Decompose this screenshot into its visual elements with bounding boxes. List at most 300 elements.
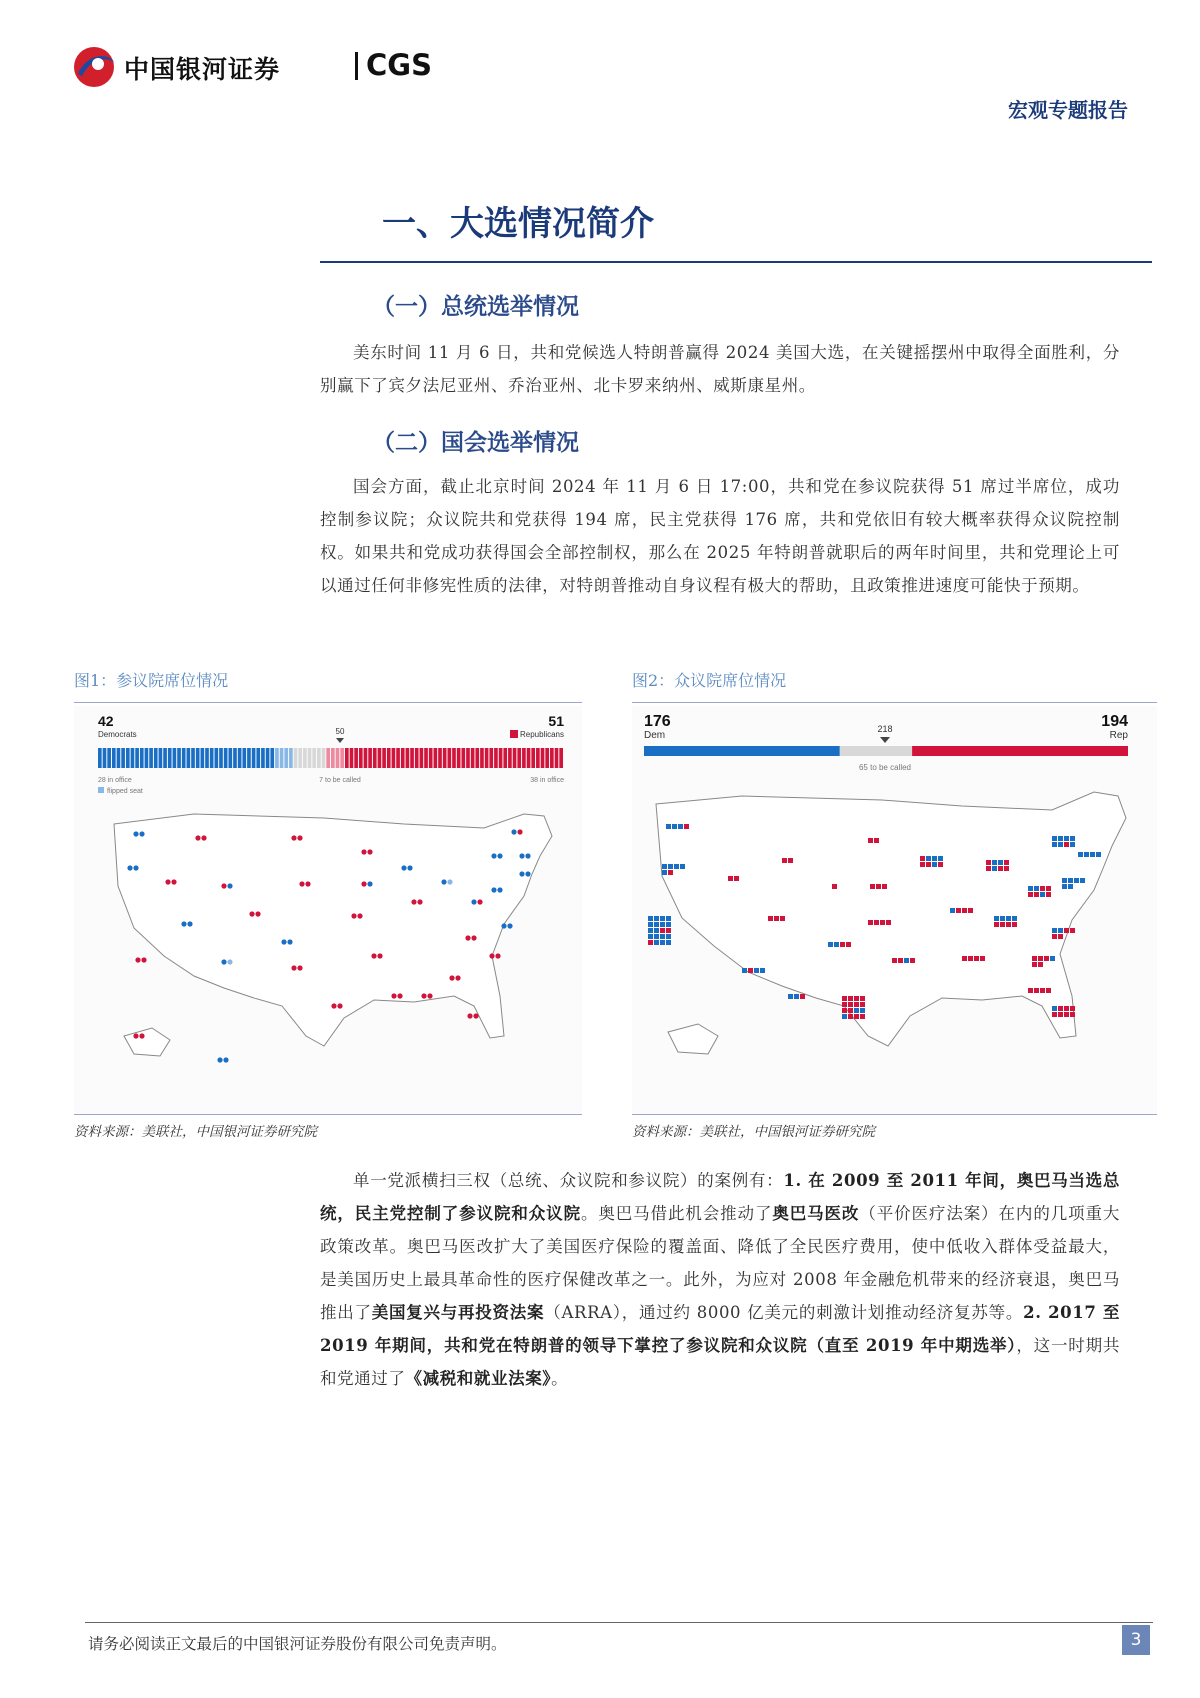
senate-seat <box>177 748 181 768</box>
senate-dem-label: Democrats <box>98 730 137 739</box>
senate-seat <box>354 748 358 768</box>
house-district-marker <box>920 862 925 867</box>
house-district-marker <box>1046 892 1051 897</box>
cases-text-1: 单一党派横扫三权（总统、众议院和参议院）的案例有： <box>353 1171 784 1190</box>
senate-state-marker <box>357 913 362 918</box>
senate-seat <box>242 748 246 768</box>
house-dem-label: Dem <box>644 730 666 741</box>
senate-state-marker <box>525 871 530 876</box>
paragraph-president: 美东时间 11 月 6 日，共和党候选人特朗普赢得 2024 美国大选，在关键摇摆州中取得全面胜利，分别赢下了宾夕法尼亚州、乔治亚州、北卡罗来纳州、威斯康星州。 <box>320 343 1120 395</box>
senate-seat <box>541 748 545 768</box>
house-district-marker <box>666 934 671 939</box>
house-district-marker <box>788 994 793 999</box>
senate-seat <box>238 748 242 768</box>
senate-rep-in-office: 38 in office <box>530 777 564 784</box>
senate-seat <box>131 748 135 768</box>
house-district-marker <box>666 916 671 921</box>
senate-rep-label: Republicans <box>519 730 564 739</box>
house-district-marker <box>870 884 875 889</box>
senate-seat <box>508 748 512 768</box>
senate-state-marker <box>305 881 310 886</box>
senate-seat <box>364 748 368 768</box>
house-district-marker <box>1064 928 1069 933</box>
house-district-marker <box>842 996 847 1001</box>
senate-seat <box>368 748 372 768</box>
us-map-senate <box>114 814 552 1063</box>
senate-state-marker <box>127 865 132 870</box>
cases-bold-4: 2. 2017 至 2019 年期间，共和党在特朗普的领导下掌控了参议院和众议院（直至 2019 年中期选举） <box>320 1303 1121 1355</box>
house-rep-count: 194 <box>1101 713 1128 730</box>
house-district-marker <box>1064 1012 1069 1017</box>
senate-state-marker <box>519 853 524 858</box>
house-district-marker <box>848 1002 853 1007</box>
house-district-marker <box>1078 852 1083 857</box>
house-chart-svg <box>632 706 1157 1114</box>
house-district-marker <box>874 838 879 843</box>
senate-seat <box>145 748 149 768</box>
senate-seat <box>266 748 270 768</box>
senate-seat <box>373 748 377 768</box>
house-district-marker <box>662 864 667 869</box>
house-district-marker <box>1040 892 1045 897</box>
senate-state-marker <box>291 965 296 970</box>
cases-text-5: ，这一时期共和党通过了 <box>320 1336 1120 1388</box>
house-district-marker <box>854 1002 859 1007</box>
figure2-bottom-rule <box>632 1114 1157 1115</box>
senate-seat <box>489 748 493 768</box>
house-district-marker <box>782 858 787 863</box>
senate-state-marker <box>281 939 286 944</box>
house-district-marker <box>1064 1006 1069 1011</box>
house-dem-count: 176 <box>644 713 671 730</box>
senate-seat <box>294 748 298 768</box>
senate-state-marker <box>447 879 452 884</box>
house-district-marker <box>660 916 665 921</box>
house-district-marker <box>1052 1012 1057 1017</box>
house-district-marker <box>1038 962 1043 967</box>
senate-seat <box>98 748 102 768</box>
house-district-marker <box>734 876 739 881</box>
house-district-marker <box>660 928 665 933</box>
senate-seat <box>415 748 419 768</box>
senate-seat <box>228 748 232 768</box>
senate-state-marker <box>377 953 382 958</box>
senate-state-marker <box>217 1057 222 1062</box>
house-dem-bar <box>644 746 840 756</box>
house-district-marker <box>994 922 999 927</box>
house-district-marker <box>1028 892 1033 897</box>
senate-majority-label: 50 <box>335 727 345 736</box>
house-district-marker <box>860 1014 865 1019</box>
house-district-marker <box>868 838 873 843</box>
figure2-house-chart <box>632 706 1157 1114</box>
house-district-marker <box>1052 842 1057 847</box>
house-district-marker <box>842 1014 847 1019</box>
house-district-marker <box>932 862 937 867</box>
senate-seat <box>457 748 461 768</box>
house-district-marker <box>1028 886 1033 891</box>
house-district-marker <box>1070 1006 1075 1011</box>
senate-seat <box>350 748 354 768</box>
senate-seat <box>480 748 484 768</box>
house-district-marker <box>842 1008 847 1013</box>
house-district-marker <box>860 1002 865 1007</box>
senate-state-marker <box>133 831 138 836</box>
senate-state-marker <box>221 883 226 888</box>
senate-seat <box>536 748 540 768</box>
senate-seat <box>247 748 251 768</box>
house-district-marker <box>1058 842 1063 847</box>
house-district-marker <box>968 908 973 913</box>
senate-state-marker <box>491 887 496 892</box>
senate-state-marker <box>421 993 426 998</box>
senate-seat <box>135 748 139 768</box>
house-district-marker <box>794 994 799 999</box>
senate-state-marker <box>441 879 446 884</box>
senate-seat <box>182 748 186 768</box>
senate-state-marker <box>195 835 200 840</box>
house-district-marker <box>1058 1006 1063 1011</box>
house-district-marker <box>1064 836 1069 841</box>
house-district-marker <box>654 916 659 921</box>
cases-text-3: （平价医疗法案）在内的几项重大政策改革。奥巴马医改扩大了美国医疗保险的覆盖面、降低了全民医疗费用，使中低收入群体受益最大，是美国历史上最具革命性的医疗保健改革之一。此外，为应对 2008 年金融危机带来的经济衰退，奥巴马推出了 <box>320 1204 1121 1322</box>
house-district-marker <box>1096 852 1101 857</box>
house-district-marker <box>648 922 653 927</box>
house-district-marker <box>842 1002 847 1007</box>
house-majority-marker <box>880 737 890 743</box>
house-district-marker <box>768 916 773 921</box>
senate-seat <box>112 748 116 768</box>
senate-state-marker <box>511 829 516 834</box>
senate-seat <box>331 748 335 768</box>
senate-state-marker <box>331 1003 336 1008</box>
senate-seat <box>126 748 130 768</box>
senate-seat <box>420 748 424 768</box>
house-district-marker <box>648 934 653 939</box>
house-district-marker <box>950 908 955 913</box>
senate-state-marker <box>401 865 406 870</box>
house-district-marker <box>1032 956 1037 961</box>
senate-seat <box>429 748 433 768</box>
house-district-marker <box>898 958 903 963</box>
alaska-outline <box>124 1028 170 1056</box>
house-district-marker <box>648 928 653 933</box>
cases-bold-3: 美国复兴与再投资法案 <box>371 1303 545 1322</box>
house-district-marker <box>660 922 665 927</box>
senate-state-marker <box>133 865 138 870</box>
rep-legend-swatch <box>510 730 518 738</box>
brand-separator <box>355 52 358 80</box>
senate-state-marker <box>497 853 502 858</box>
senate-state-marker <box>473 1013 478 1018</box>
house-district-marker <box>666 922 671 927</box>
house-district-marker <box>684 824 689 829</box>
senate-seat <box>555 748 559 768</box>
house-district-marker <box>1062 884 1067 889</box>
house-district-marker <box>854 996 859 1001</box>
senate-chart-svg <box>74 706 582 1114</box>
senate-seat-bar <box>98 748 563 768</box>
house-district-marker <box>648 916 653 921</box>
figure1-top-rule <box>74 702 582 703</box>
senate-state-marker <box>449 975 454 980</box>
senate-state-marker <box>471 935 476 940</box>
section-title: 一、大选情况简介 <box>382 204 654 244</box>
senate-seat <box>159 748 163 768</box>
house-district-marker <box>780 916 785 921</box>
senate-dem-in-office: 28 in office <box>98 777 132 784</box>
house-district-marker <box>1080 878 1085 883</box>
house-district-marker <box>886 920 891 925</box>
house-district-marker <box>920 856 925 861</box>
house-district-marker <box>882 884 887 889</box>
figure2-title: 图2：众议院席位情况 <box>632 671 787 690</box>
senate-seat <box>303 748 307 768</box>
house-district-marker <box>828 942 833 947</box>
senate-seat <box>545 748 549 768</box>
section-divider <box>320 261 1152 263</box>
senate-state-marker <box>221 959 226 964</box>
house-district-marker <box>1006 916 1011 921</box>
senate-seat <box>317 748 321 768</box>
house-district-marker <box>1058 934 1063 939</box>
house-district-marker <box>1052 928 1057 933</box>
senate-seat <box>531 748 535 768</box>
house-district-marker <box>1046 988 1051 993</box>
house-district-marker <box>880 920 885 925</box>
house-district-marker <box>968 956 973 961</box>
house-district-marker <box>672 824 677 829</box>
senate-state-marker <box>525 853 530 858</box>
senate-state-marker <box>299 881 304 886</box>
house-district-marker <box>1000 922 1005 927</box>
senate-seat <box>312 748 316 768</box>
senate-seat <box>401 748 405 768</box>
senate-seat <box>322 748 326 768</box>
senate-seat <box>187 748 191 768</box>
house-district-marker <box>860 996 865 1001</box>
senate-seat <box>196 748 200 768</box>
house-district-marker <box>834 942 839 947</box>
house-district-marker <box>932 856 937 861</box>
senate-seat <box>438 748 442 768</box>
figure2-top-rule <box>632 702 1157 703</box>
house-district-marker <box>1058 1012 1063 1017</box>
house-district-marker <box>1068 884 1073 889</box>
house-district-marker <box>892 958 897 963</box>
senate-state-marker <box>361 849 366 854</box>
house-district-marker <box>986 860 991 865</box>
senate-seat <box>205 748 209 768</box>
senate-seat <box>270 748 274 768</box>
senate-seat <box>396 748 400 768</box>
house-district-marker <box>848 996 853 1001</box>
senate-state-marker <box>361 881 366 886</box>
brand-name-cn: 中国银河证券 <box>124 55 281 84</box>
house-rep-label: Rep <box>1109 730 1128 741</box>
house-district-marker <box>654 940 659 945</box>
senate-seat <box>121 748 125 768</box>
house-district-marker <box>992 860 997 865</box>
senate-seat <box>513 748 517 768</box>
house-district-marker <box>926 862 931 867</box>
figure1-title: 图1：参议院席位情况 <box>74 671 229 690</box>
house-district-marker <box>674 864 679 869</box>
senate-seat <box>256 748 260 768</box>
senate-state-marker <box>187 921 192 926</box>
senate-state-marker <box>227 883 232 888</box>
cases-bold-5: 《减税和就业法案》 <box>405 1369 552 1388</box>
senate-seat <box>499 748 503 768</box>
house-district-marker <box>956 908 961 913</box>
cases-bold-1: 1. 在 2009 至 2011 年间，奥巴马当选总统，民主党控制了参议院和众议院 <box>320 1171 1120 1223</box>
senate-state-marker <box>165 879 170 884</box>
senate-state-marker <box>519 871 524 876</box>
house-district-marker <box>668 864 673 869</box>
house-to-be-called: 65 to be called <box>858 763 912 772</box>
senate-seat <box>345 748 349 768</box>
senate-seat <box>382 748 386 768</box>
house-district-marker <box>774 916 779 921</box>
figure1-bottom-rule <box>74 1114 582 1115</box>
senate-state-marker <box>255 911 260 916</box>
senate-seat <box>452 748 456 768</box>
galaxy-logo-icon <box>68 44 120 90</box>
house-district-marker <box>1028 988 1033 993</box>
senate-seat <box>289 748 293 768</box>
house-district-marker <box>668 870 673 875</box>
senate-state-marker <box>135 957 140 962</box>
house-district-marker <box>1012 916 1017 921</box>
house-district-marker <box>1040 988 1045 993</box>
house-district-marker <box>1032 962 1037 967</box>
senate-seat <box>559 748 563 768</box>
senate-seat <box>103 748 107 768</box>
cases-text-4: （ARRA），通过约 8000 亿美元的刺激计划推动经济复苏等。 <box>544 1303 1024 1322</box>
senate-seat <box>503 748 507 768</box>
brand-name-en: CGS <box>366 48 432 82</box>
house-district-marker <box>1070 842 1075 847</box>
senate-seat <box>117 748 121 768</box>
senate-state-marker <box>517 829 522 834</box>
house-district-marker <box>800 994 805 999</box>
senate-state-marker <box>507 923 512 928</box>
house-district-marker <box>854 1008 859 1013</box>
senate-seat <box>387 748 391 768</box>
house-district-marker <box>962 908 967 913</box>
house-district-marker <box>648 940 653 945</box>
house-district-marker <box>876 884 881 889</box>
house-district-marker <box>832 884 837 889</box>
house-district-marker <box>1084 852 1089 857</box>
senate-state-marker <box>141 957 146 962</box>
senate-state-marker <box>407 865 412 870</box>
house-district-marker <box>992 866 997 871</box>
senate-state-marker <box>227 959 232 964</box>
house-district-marker <box>1062 878 1067 883</box>
house-district-marker <box>680 864 685 869</box>
senate-state-marker <box>497 887 502 892</box>
house-district-marker <box>1070 928 1075 933</box>
senate-seat <box>550 748 554 768</box>
house-district-marker <box>938 856 943 861</box>
senate-state-marker <box>391 993 396 998</box>
paragraph-congress: 国会方面，截止北京时间 2024 年 11 月 6 日 17:00，共和党在参议院获得 51 席过半席位，成功控制参议院；众议院共和党获得 194 席，民主党获得 176 席，共和党依旧有较大概率获得众议院控制权。如果共和党成功获得国会全部控制权，那么在 2025 年特朗普就职后的两年时间里，共和党理论上可以通过任何非修宪性质的法律，对特朗普推动自身议程有极大的帮助，且政策推进速度可能快于预期。 <box>320 477 1120 595</box>
senate-seat <box>494 748 498 768</box>
senate-state-marker <box>491 853 496 858</box>
house-district-marker <box>1052 1006 1057 1011</box>
senate-seat <box>140 748 144 768</box>
house-district-marker <box>1050 956 1055 961</box>
senate-seat <box>359 748 363 768</box>
page-number: 3 <box>1122 1625 1150 1655</box>
footer-disclaimer: 请务必阅读正文最后的中国银河证券股份有限公司免责声明。 <box>88 1635 507 1653</box>
senate-state-marker <box>297 835 302 840</box>
senate-state-marker <box>477 899 482 904</box>
house-district-marker <box>660 940 665 945</box>
house-district-marker <box>1046 886 1051 891</box>
senate-seat <box>233 748 237 768</box>
senate-seat <box>485 748 489 768</box>
senate-seat <box>154 748 158 768</box>
house-district-marker <box>654 934 659 939</box>
house-district-marker <box>660 934 665 939</box>
senate-state-marker <box>371 953 376 958</box>
house-district-marker <box>1074 878 1079 883</box>
house-district-marker <box>662 870 667 875</box>
senate-flipped-label: flipped seat <box>107 788 143 795</box>
senate-state-marker <box>133 1033 138 1038</box>
senate-state-marker <box>367 849 372 854</box>
house-district-marker <box>748 968 753 973</box>
house-district-marker <box>666 928 671 933</box>
senate-state-marker <box>181 921 186 926</box>
brand-logo <box>68 44 432 90</box>
senate-seat <box>201 748 205 768</box>
senate-seat <box>107 748 111 768</box>
senate-seat <box>443 748 447 768</box>
senate-seat <box>210 748 214 768</box>
house-district-marker <box>1004 860 1009 865</box>
senate-seat <box>471 748 475 768</box>
senate-seat <box>466 748 470 768</box>
senate-state-marker <box>249 911 254 916</box>
senate-seat <box>252 748 256 768</box>
senate-state-marker <box>201 835 206 840</box>
senate-state-marker <box>465 935 470 940</box>
senate-seat <box>298 748 302 768</box>
report-type: 宏观专题报告 <box>1008 98 1128 122</box>
senate-state-marker <box>467 1013 472 1018</box>
senate-state-marker <box>291 835 296 840</box>
subsection-title-congress: （二）国会选举情况 <box>372 429 579 456</box>
senate-state-marker <box>367 881 372 886</box>
house-district-marker <box>1012 922 1017 927</box>
us-outline <box>114 814 552 1046</box>
house-majority-label: 218 <box>877 724 893 734</box>
house-district-marker <box>962 956 967 961</box>
senate-seat <box>284 748 288 768</box>
senate-state-marker <box>351 913 356 918</box>
subsection-title-president: （一）总统选举情况 <box>372 293 579 320</box>
senate-seat <box>168 748 172 768</box>
house-district-marker <box>868 920 873 925</box>
house-district-marker <box>742 968 747 973</box>
senate-seat <box>410 748 414 768</box>
house-district-marker <box>1068 878 1073 883</box>
house-district-marker <box>728 876 733 881</box>
senate-state-marker <box>471 899 476 904</box>
